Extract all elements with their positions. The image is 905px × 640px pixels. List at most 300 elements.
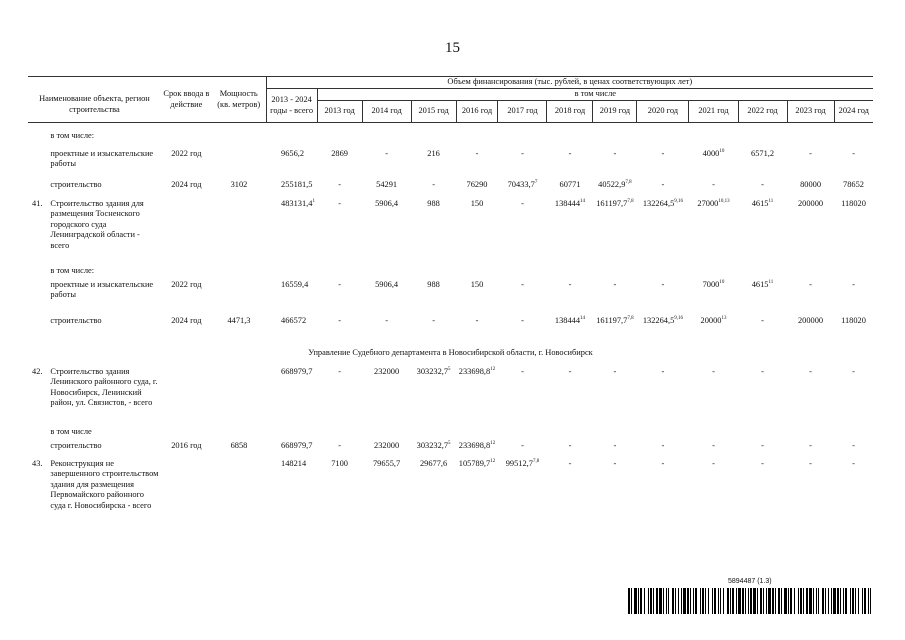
commission-term: 2022 год (171, 148, 202, 158)
year-value (738, 425, 787, 441)
year-value: - (521, 198, 524, 208)
commission-term (161, 367, 212, 425)
year-value: - (338, 279, 341, 289)
year-value: 70433,7$^7$ (507, 179, 538, 189)
year-value: 303232,7$^5$ (416, 440, 451, 450)
barcode-bar (757, 588, 758, 614)
year-value: 40522,9$^{7,8}$ (598, 179, 632, 189)
year-value: - (661, 279, 665, 289)
year-value: - (809, 279, 812, 289)
year-value: 233698,8$^{12}$ (458, 366, 496, 376)
year-value: 150 (470, 198, 484, 208)
row-number (28, 264, 48, 280)
year-value: 99512,7$^{7,8}$ (505, 458, 540, 468)
footnote-ref: 12 (490, 366, 496, 372)
year-value (593, 264, 637, 280)
barcode-bar (809, 588, 812, 614)
year-value: 7000$^{10}$ (702, 279, 725, 289)
year-value: 118020 (841, 315, 866, 325)
year-value: - (432, 315, 435, 325)
barcode-bar (806, 588, 808, 614)
header-year: 2020 год (637, 101, 689, 123)
year-value: - (661, 458, 665, 468)
barcode-bar (772, 588, 774, 614)
footnote-ref: 10,13 (718, 198, 730, 204)
capacity (212, 425, 266, 441)
table-row (28, 459, 873, 549)
barcode-label: 5894487 (1.3) (728, 578, 772, 585)
year-value: - (521, 315, 524, 325)
barcode-bar (766, 588, 767, 614)
header-name: Наименование объекта, регион строительства (28, 77, 161, 123)
financing-table (28, 76, 873, 549)
capacity: 4471,3 (227, 315, 251, 325)
barcode-bar (858, 588, 859, 614)
year-value: - (809, 458, 812, 468)
table-row (28, 280, 873, 316)
year-value: 5906,4 (375, 198, 399, 208)
total-value: 148214 (281, 458, 307, 468)
section-row (28, 340, 873, 367)
barcode-bar (833, 588, 836, 614)
total-value: 9656,2 (281, 148, 305, 158)
barcode-bar (730, 588, 731, 614)
footnote-ref: 11 (768, 198, 774, 204)
footnote-ref: 10 (719, 148, 725, 154)
barcode-bar (653, 588, 654, 614)
barcode-bar (683, 588, 686, 614)
year-value (362, 123, 411, 149)
footnote-ref: 5 (448, 440, 451, 446)
footnote-ref: 13 (721, 315, 727, 321)
barcode-bar (631, 588, 632, 614)
barcode-bar (868, 588, 869, 614)
object-name: строительство (50, 179, 102, 189)
barcode-bar (790, 588, 792, 614)
year-value: - (613, 279, 617, 289)
section-title: Управление Судебного департамента в Новосибирской области, г. Новосибирск (308, 347, 593, 357)
year-value: 6571,2 (751, 148, 775, 158)
capacity (212, 149, 266, 180)
footnote-ref: 7,8 (627, 315, 634, 321)
year-value: - (852, 366, 855, 376)
year-value (689, 123, 738, 149)
barcode-bar (656, 588, 658, 614)
year-value: 76290 (466, 179, 488, 189)
year-value: - (613, 148, 617, 158)
barcode-bar (850, 588, 851, 614)
year-value: 138444$^{14}$ (554, 198, 586, 208)
year-value: - (521, 279, 524, 289)
year-value: - (809, 148, 812, 158)
barcode-bar (678, 588, 679, 614)
barcode-bar (672, 588, 674, 614)
year-value: 233698,8$^{12}$ (458, 440, 496, 450)
total-value (266, 123, 317, 149)
year-value (411, 425, 456, 441)
row-number: 43. (32, 458, 43, 468)
header-including: в том числе (317, 89, 873, 101)
header-year: 2014 год (362, 101, 411, 123)
barcode-bar (768, 588, 771, 614)
year-value: 20000$^{13}$ (700, 315, 727, 325)
year-value: - (761, 366, 764, 376)
barcode-bar (666, 588, 667, 614)
year-value (834, 264, 873, 280)
barcode-bar (753, 588, 756, 614)
object-name: строительство (50, 315, 102, 325)
year-value (689, 425, 738, 441)
capacity (212, 123, 266, 149)
year-value: - (761, 458, 764, 468)
year-value (738, 123, 787, 149)
year-value: 27000$^{10,13}$ (697, 198, 730, 208)
year-value (637, 425, 689, 441)
barcode-bar (837, 588, 839, 614)
barcode-bar (800, 588, 802, 614)
barcode-bar (644, 588, 645, 614)
year-value: - (712, 179, 715, 189)
year-value (547, 425, 593, 441)
year-value: 150 (470, 279, 484, 289)
header-year: 2015 год (411, 101, 456, 123)
commission-term (161, 459, 212, 549)
year-value: - (338, 198, 341, 208)
barcode-bar (803, 588, 804, 614)
barcode-bar (723, 588, 724, 614)
year-value (787, 264, 834, 280)
year-value: 303232,7$^5$ (416, 366, 451, 376)
table-row (28, 316, 873, 340)
barcode-bar (855, 588, 856, 614)
barcode-bar (813, 588, 814, 614)
footnote-ref: 1 (312, 198, 315, 204)
row-number (28, 123, 48, 149)
year-value: 988 (427, 198, 440, 208)
header-year: 2016 год (456, 101, 498, 123)
year-value: 80000 (800, 179, 821, 189)
commission-term (161, 199, 212, 264)
year-value: - (338, 179, 341, 189)
object-name: строительство (50, 440, 102, 450)
barcode-bar (634, 588, 637, 614)
year-value: 2869 (331, 148, 348, 158)
barcode-bar (732, 588, 734, 614)
barcode-bar (693, 588, 694, 614)
year-value: - (568, 279, 572, 289)
year-value: 78652 (843, 179, 864, 189)
barcode-bar (628, 588, 630, 614)
capacity (212, 264, 266, 280)
barcode-bar (712, 588, 713, 614)
capacity (212, 459, 266, 549)
header-year: 2013 год (317, 101, 362, 123)
year-value: - (712, 440, 715, 450)
year-value (834, 123, 873, 149)
header-capacity: Мощность (кв. метров) (212, 77, 266, 123)
row-number: 42. (32, 366, 43, 376)
year-value (456, 264, 498, 280)
header-year: 2017 год (498, 101, 547, 123)
barcode-bar (705, 588, 706, 614)
year-value: - (338, 366, 341, 376)
year-value (593, 425, 637, 441)
year-value: - (338, 440, 341, 450)
barcode-bar (831, 588, 832, 614)
total-value: 16559,4 (281, 279, 309, 289)
year-value (547, 123, 593, 149)
footnote-ref: 7,8 (625, 179, 632, 185)
year-value: - (568, 148, 572, 158)
year-value: - (613, 440, 617, 450)
barcode-bar (727, 588, 729, 614)
year-value: - (568, 458, 572, 468)
commission-term (161, 264, 212, 280)
barcode-bar (788, 588, 789, 614)
year-value (547, 264, 593, 280)
table-row (28, 425, 873, 441)
barcode-bar (720, 588, 721, 614)
barcode-bar (748, 588, 749, 614)
capacity (212, 280, 266, 316)
footnote-ref: 12 (490, 458, 496, 464)
footnote-ref: 7 (534, 179, 538, 185)
barcode-bar (700, 588, 701, 614)
year-value: 988 (427, 279, 440, 289)
year-value: 29677,6 (419, 458, 448, 468)
year-value (317, 425, 362, 441)
year-value: - (475, 315, 479, 325)
year-value: - (809, 440, 812, 450)
header-term: Срок ввода в действие (161, 77, 212, 123)
header-year: 2019 год (593, 101, 637, 123)
year-value (637, 123, 689, 149)
table-row (28, 367, 873, 425)
header-total: 2013 - 2024 годы - всего (266, 89, 317, 123)
barcode-bar (781, 588, 782, 614)
year-value: - (613, 366, 617, 376)
year-value: 132264,5$^{9,16}$ (642, 315, 683, 325)
barcode-bar (794, 588, 795, 614)
commission-term (161, 425, 212, 441)
barcode-bar (864, 588, 866, 614)
year-value: 232000 (374, 366, 400, 376)
barcode-bar (736, 588, 737, 614)
commission-term: 2022 год (171, 279, 202, 289)
year-value: - (568, 366, 572, 376)
row-number (28, 280, 48, 316)
commission-term: 2024 год (171, 179, 202, 189)
commission-term: 2016 год (171, 440, 202, 450)
footnote-ref: 7,8 (627, 198, 634, 204)
barcode-bar (648, 588, 649, 614)
barcode-bar (760, 588, 762, 614)
header-year: 2018 год (547, 101, 593, 123)
barcode-bar (828, 588, 829, 614)
year-value: - (852, 458, 855, 468)
year-value: 79655,7 (372, 458, 401, 468)
barcode-bar (840, 588, 841, 614)
row-number (28, 149, 48, 180)
barcode-bar (702, 588, 704, 614)
barcode-bar (818, 588, 819, 614)
year-value: - (661, 148, 665, 158)
barcode-bar (742, 588, 744, 614)
table-row (28, 441, 873, 459)
header-financing: Объем финансирования (тыс. рублей, в ценах соответствующих лет) (266, 77, 873, 89)
barcode-bar (775, 588, 776, 614)
year-value: 132264,5$^{9,16}$ (642, 198, 683, 208)
total-value: 255181,5 (281, 179, 313, 189)
year-value: 4000$^{10}$ (702, 148, 725, 158)
year-value (834, 425, 873, 441)
year-value (362, 264, 411, 280)
barcode-bar (763, 588, 764, 614)
object-name: в том числе: (50, 266, 95, 276)
row-number: 41. (32, 198, 43, 208)
year-value: - (521, 366, 524, 376)
year-value: - (809, 366, 812, 376)
year-value: 216 (427, 148, 440, 158)
header-year: 2021 год (689, 101, 738, 123)
footnote-ref: 7,8 (532, 458, 540, 464)
table-row (28, 149, 873, 180)
year-value: - (613, 458, 617, 468)
year-value (456, 123, 498, 149)
year-value: 105789,7$^{12}$ (458, 458, 496, 468)
barcode-bar (822, 588, 824, 614)
total-value (266, 264, 317, 280)
barcode-bar (640, 588, 642, 614)
barcode-bar (745, 588, 746, 614)
capacity: 3102 (230, 179, 248, 189)
year-value (411, 264, 456, 280)
footnote-ref: 9,16 (674, 198, 683, 204)
footnote-ref: 9,16 (674, 315, 683, 321)
year-value: - (521, 440, 524, 450)
year-value: - (852, 148, 855, 158)
object-name: Реконструкция не завершенного строительством здания для размещения Первомайского районного суда г. Новосибирска - всего (50, 458, 159, 510)
barcode-bar (784, 588, 787, 614)
footnote-ref: 14 (580, 198, 586, 204)
capacity (212, 199, 266, 264)
year-value (362, 425, 411, 441)
barcode-bar (870, 588, 871, 614)
year-value: 4615$^{11}$ (751, 198, 774, 208)
year-value: - (661, 179, 665, 189)
barcode-bar (718, 588, 719, 614)
year-value: 5906,4 (375, 279, 399, 289)
year-value (738, 264, 787, 280)
barcode-bar (843, 588, 844, 614)
year-value: 161197,7$^{7,8}$ (596, 198, 634, 208)
year-value (456, 425, 498, 441)
year-value (498, 425, 547, 441)
total-value: 466572 (281, 315, 307, 325)
year-value (498, 123, 547, 149)
footnote-ref: 11 (768, 279, 774, 285)
year-value: - (761, 440, 764, 450)
year-value: 54291 (376, 179, 398, 189)
barcode-bar (708, 588, 709, 614)
barcode-bar (852, 588, 854, 614)
year-value: - (712, 366, 715, 376)
year-value: - (475, 148, 479, 158)
barcode-bar (816, 588, 817, 614)
year-value (593, 123, 637, 149)
object-name: проектные и изыскательские работы (50, 279, 154, 299)
year-value: 138444$^{14}$ (554, 315, 586, 325)
table-row (28, 123, 873, 149)
year-value: - (432, 179, 435, 189)
year-value (317, 123, 362, 149)
barcode-bar (862, 588, 863, 614)
year-value: - (661, 440, 665, 450)
year-value (787, 123, 834, 149)
header-year: 2024 год (834, 101, 873, 123)
table-row (28, 199, 873, 264)
year-value: 200000 (797, 315, 824, 325)
footnote-ref: 12 (490, 440, 496, 446)
barcode-bar (650, 588, 652, 614)
barcode-bar (663, 588, 664, 614)
row-number (28, 441, 48, 459)
barcode-bar (845, 588, 847, 614)
barcode-bar (659, 588, 662, 614)
commission-term (161, 123, 212, 149)
barcode-bar (714, 588, 716, 614)
barcode-bar (668, 588, 669, 614)
barcode-bar (750, 588, 752, 614)
header-year: 2022 год (738, 101, 787, 123)
barcode-bar (687, 588, 689, 614)
year-value: - (712, 458, 715, 468)
year-value: - (761, 179, 764, 189)
barcode-bar (798, 588, 799, 614)
year-value (498, 264, 547, 280)
header-year: 2023 год (787, 101, 834, 123)
year-value: - (761, 315, 764, 325)
object-name: проектные и изыскательские работы (50, 148, 154, 168)
year-value: - (385, 315, 388, 325)
year-value: 7100 (331, 458, 348, 468)
footnote-ref: 5 (448, 366, 451, 372)
year-value: - (568, 440, 572, 450)
commission-term: 2024 год (171, 315, 202, 325)
year-value: 200000 (797, 198, 824, 208)
year-value: - (385, 148, 388, 158)
barcode (628, 588, 873, 614)
object-name: в том числе: (50, 130, 95, 140)
year-value: 232000 (374, 440, 400, 450)
year-value: - (338, 315, 341, 325)
year-value: - (661, 366, 665, 376)
total-value (266, 425, 317, 441)
barcode-bar (778, 588, 780, 614)
barcode-bar (695, 588, 697, 614)
footnote-ref: 10 (719, 279, 725, 285)
object-name: Строительство здания для размещения Тосненского городского суда Ленинградской области - всего (50, 198, 144, 250)
year-value (317, 264, 362, 280)
object-name: Строительство здания Ленинского районного суда, г. Новосибирск, Ленинский район, ул. Связистов, - всего (50, 366, 158, 407)
year-value: 60771 (559, 179, 581, 189)
table-row (28, 264, 873, 280)
year-value: - (521, 148, 524, 158)
capacity (212, 367, 266, 425)
capacity: 6858 (230, 440, 248, 450)
page-number: 15 (445, 40, 460, 56)
table-row (28, 180, 873, 199)
